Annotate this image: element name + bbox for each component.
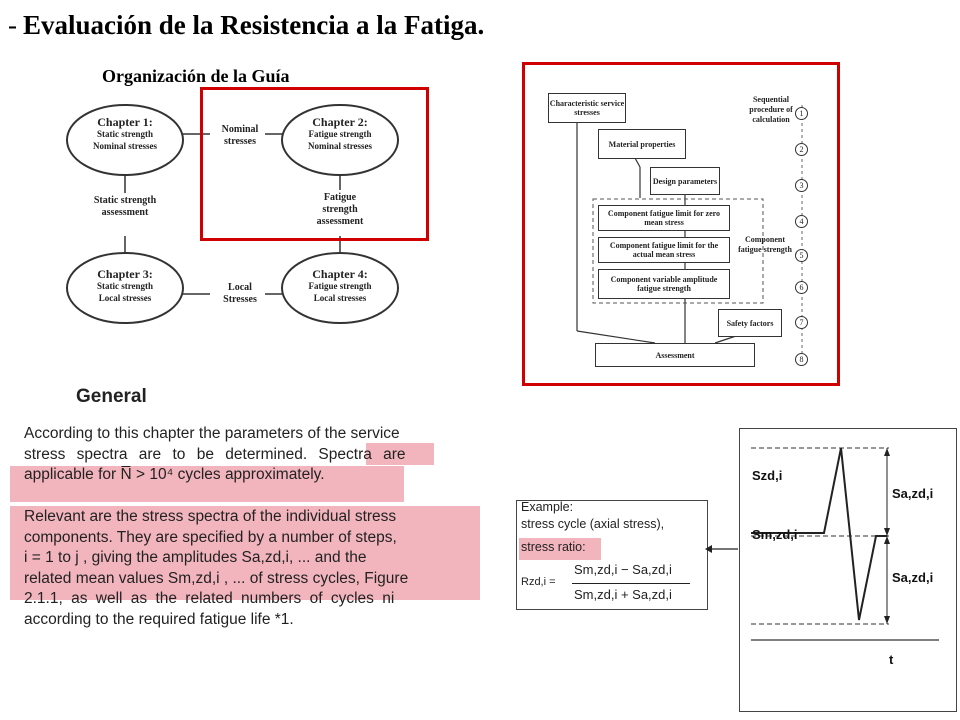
para2-line5: 2.1.1, as well as the related numbers of cycles ni: [24, 590, 395, 607]
design-box: Design parameters: [650, 167, 720, 195]
chapter4-label: Chapter 4: Fatigue strength Local stresses: [308, 267, 372, 303]
material-box: Material properties: [598, 129, 686, 159]
assessment-box: Assessment: [595, 343, 755, 367]
title-dash: -: [8, 10, 17, 40]
para1-line1: According to this chapter the parameters of the service: [24, 425, 400, 442]
step-1: 1: [795, 107, 808, 120]
step-7: 7: [795, 316, 808, 329]
para2-line3: i = 1 to j , giving the amplitudes Sa,zd,i, ... and the: [24, 549, 367, 566]
variable-box: Component variable amplitude fatigue strength: [598, 269, 730, 299]
example-line1: Example:: [521, 500, 574, 514]
para1-line2: stress spectra are to be determined. Spectra are: [24, 445, 406, 463]
fatigue-assessment-label: Fatigue strength assessment: [316, 192, 364, 227]
para2-line1: Relevant are the stress spectra of the individual stress: [24, 508, 397, 525]
limit-zero-box: Component fatigue limit for zero mean stress: [598, 205, 730, 231]
step-8: 8: [795, 353, 808, 366]
sazd-bottom-label: Sa,zd,i: [892, 570, 934, 585]
chapter1-label: Chapter 1: Static strength Nominal stresses: [92, 115, 158, 151]
slide-title: [8, 10, 484, 41]
step-6: 6: [795, 281, 808, 294]
limit-actual-box: Component fatigue limit for the actual mean stress: [598, 237, 730, 263]
org-chart-title: Organización de la Guía: [102, 66, 290, 86]
szd-label: Szd,i: [752, 468, 783, 483]
para2-line6: according to the required fatigue life *1.: [24, 610, 294, 628]
flowchart-figure: [540, 85, 830, 375]
general-para2: [24, 507, 408, 630]
static-assessment-label: Static strength assessment: [93, 195, 157, 218]
nominal-stresses-label: Nominal stresses: [221, 124, 259, 147]
sazd-top-label: Sa,zd,i: [892, 486, 934, 501]
para1-line3: applicable for N̅ > 10⁴ cycles approximately.: [24, 466, 325, 483]
safety-box: Safety factors: [718, 309, 782, 337]
chapter2-label: Chapter 2: Fatigue strength Nominal stresses: [307, 115, 373, 151]
para2-line4: related mean values Sm,zd,i , ... of stress cycles, Figure: [24, 569, 409, 587]
org-chart-highlight-box: [200, 87, 429, 241]
fraction-bar: [572, 583, 690, 584]
general-para1: [24, 424, 406, 486]
example-line2: stress cycle (axial stress),: [521, 517, 665, 531]
stress-ratio-lhs: Rzd,i =: [521, 576, 556, 588]
general-heading: General: [76, 386, 147, 407]
sequential-label: Sequential procedure of calculation: [749, 95, 793, 124]
step-5: 5: [795, 249, 808, 262]
para2-line2: components. They are specified by a number of steps,: [24, 528, 397, 546]
left-arrow-icon: [704, 542, 740, 556]
stress-ratio-numerator: Sm,zd,i − Sa,zd,i: [574, 562, 672, 577]
step-4: 4: [795, 215, 808, 228]
local-stresses-label: Local Stresses: [223, 282, 257, 305]
chapter3-label: Chapter 3: Static strength Local stresses: [96, 267, 154, 303]
step-2: 2: [795, 143, 808, 156]
title-text: Evaluación de la Resistencia a la Fatiga.: [23, 10, 485, 40]
t-axis-label: t: [889, 652, 894, 667]
smzd-label: Sm,zd,i: [752, 527, 798, 542]
stress-ratio-denominator: Sm,zd,i + Sa,zd,i: [574, 587, 672, 602]
example-line3: stress ratio:: [521, 540, 586, 554]
characteristic-box: Characteristic service stresses: [548, 93, 626, 123]
step-3: 3: [795, 179, 808, 192]
component-fatigue-label: Component fatigue strength: [738, 235, 792, 254]
